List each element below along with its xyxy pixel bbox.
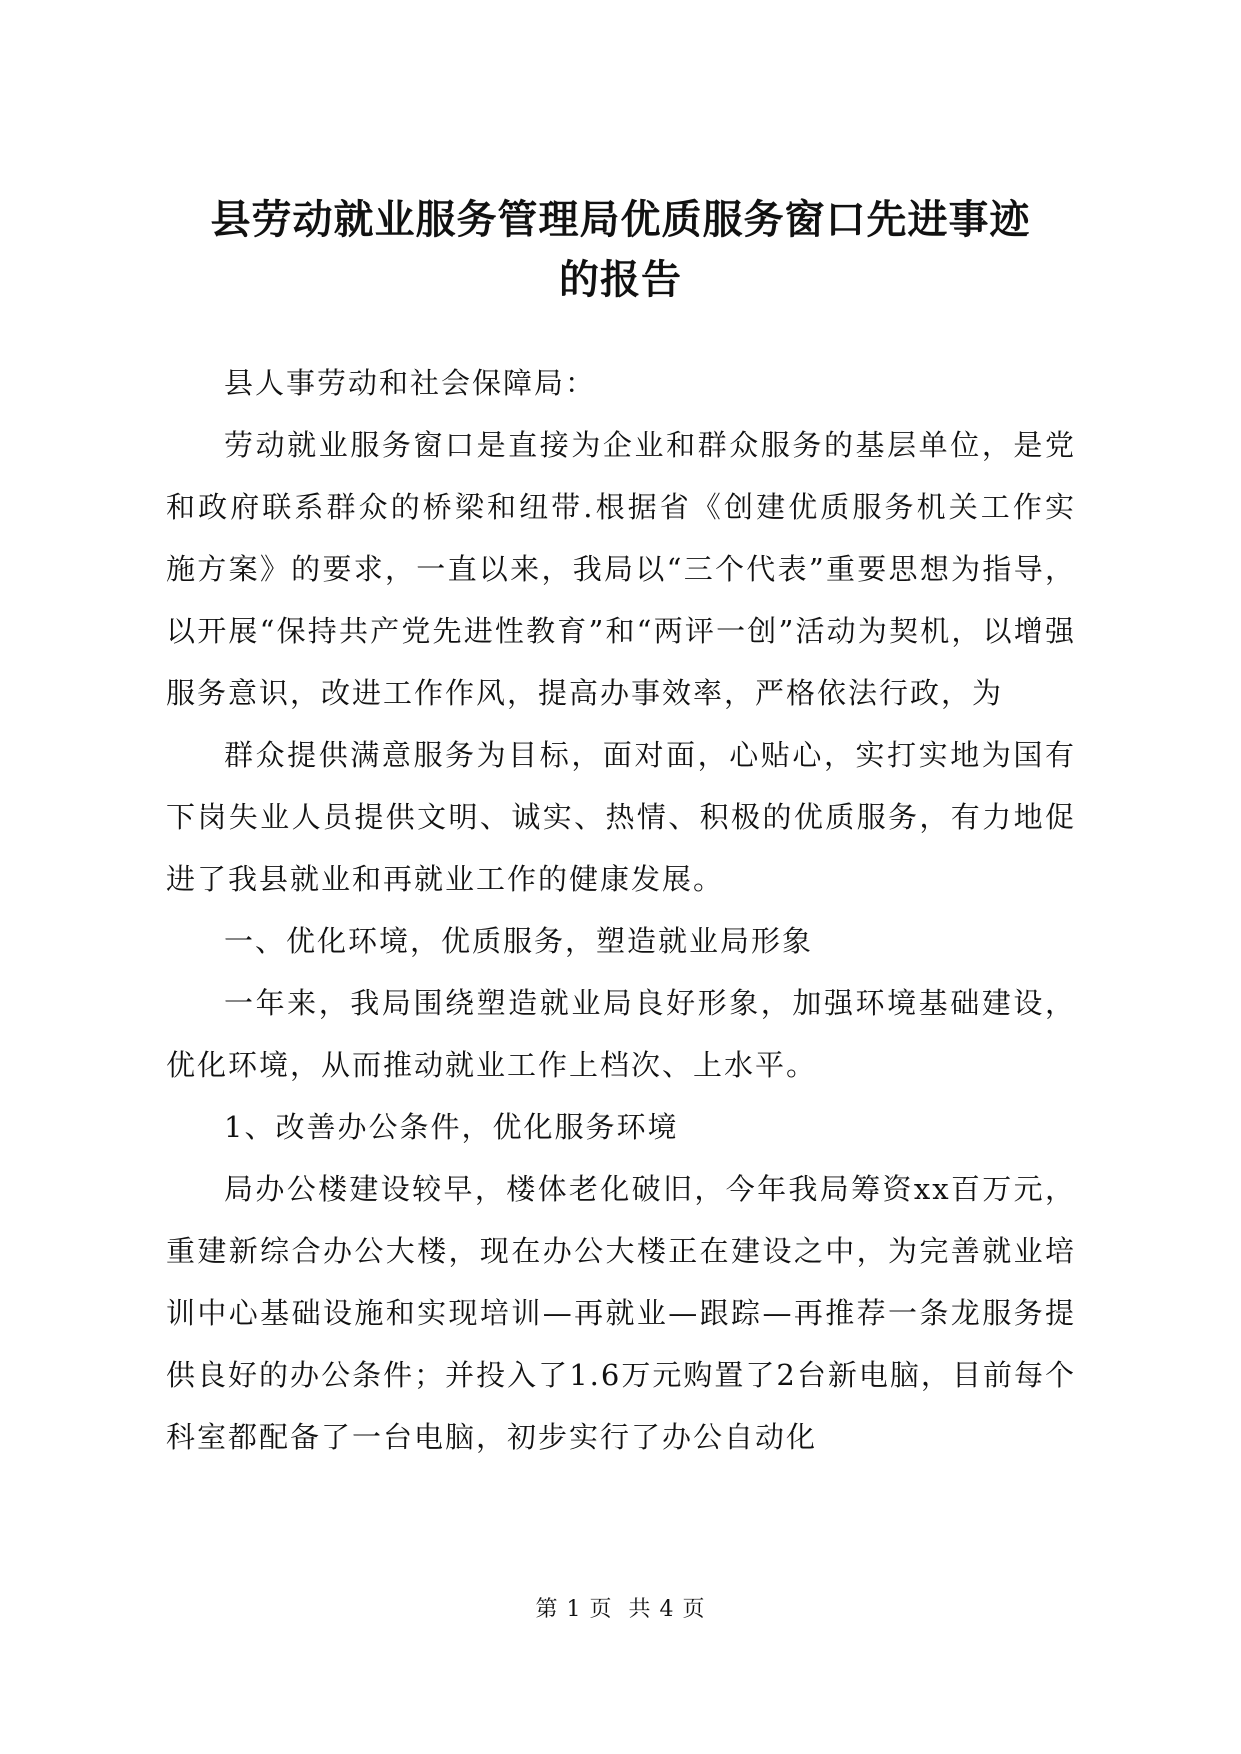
section-heading-1: 一、优化环境，优质服务，塑造就业局形象	[224, 924, 814, 958]
subsection-heading-1: 1、改善办公条件，优化服务环境	[224, 1110, 679, 1144]
document-body	[166, 352, 1076, 1468]
title-line-1: 县劳动就业服务管理局优质服务窗口先进事迹	[210, 197, 1031, 243]
page-footer	[0, 1595, 1241, 1625]
paragraph-section-1: 一年来，我局围绕塑造就业局良好形象，加强环境基础建设，优化环境，从而推动就业工作上档次、上水平。	[166, 986, 1076, 1082]
page-total: 共 4 页	[628, 1597, 706, 1622]
page-number: 第 1 页	[535, 1597, 613, 1622]
paragraph-goal: 群众提供满意服务为目标，面对面，心贴心，实打实地为国有下岗失业人员提供文明、诚实、热情、积极的优质服务，有力地促进了我县就业和再就业工作的健康发展。	[166, 738, 1076, 896]
title-line-2: 的报告	[559, 257, 682, 303]
paragraph-intro: 劳动就业服务窗口是直接为企业和群众服务的基层单位，是党和政府联系群众的桥梁和纽带.根据省《创建优质服务机关工作实施方案》的要求，一直以来，我局以“三个代表”重要思想为指导，以开展“保持共产党先进性教育”和“两评一创”活动为契机，以增强服务意识，改进工作作风，提高办事效率，严格依法行政，为	[166, 428, 1076, 710]
document-title	[150, 190, 1091, 310]
salutation: 县人事劳动和社会保障局：	[224, 366, 597, 400]
paragraph-subsection-1: 局办公楼建设较早，楼体老化破旧，今年我局筹资xx百万元，重建新综合办公大楼，现在办公大楼正在建设之中，为完善就业培训中心基础设施和实现培训—再就业—跟踪—再推荐一条龙服务提供良好的办公条件；并投入了1.6万元购置了2台新电脑，目前每个科室都配备了一台电脑，初步实行了办公自动化	[166, 1172, 1076, 1454]
